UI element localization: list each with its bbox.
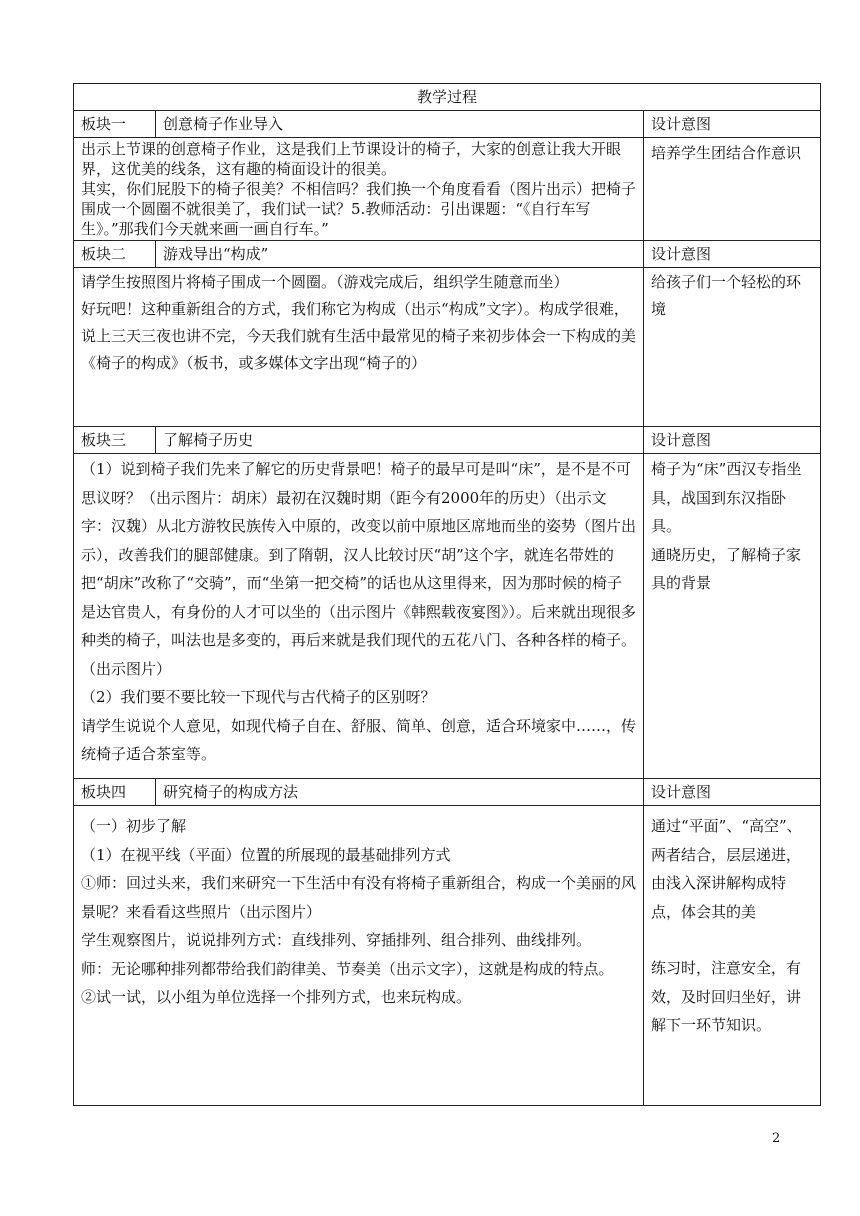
section-4-paragraph-1: （一）初步了解: [81, 817, 187, 835]
section-2-label: 板块二: [74, 241, 156, 268]
section-2-paragraph-1: 请学生按照图片将椅子围成一个圆圈。（游戏完成后，组织学生随意而坐）: [81, 273, 569, 291]
section-3-heading: 了解椅子历史: [156, 427, 644, 454]
section-3-intent: 椅子为“床”西汉专指坐具，战国到东汉指卧具。 通晓历史，了解椅子家具的背景: [644, 454, 821, 779]
section-4-intent-label: 设计意图: [644, 779, 821, 806]
section-3-content: [74, 454, 644, 779]
section-4-content: [74, 806, 644, 1106]
section-1-paragraph-1: 出示上节课的创意椅子作业，这是我们上节课设计的椅子，大家的创意让我大开眼界，这优美的线条，这有趣的椅面设计的很美。: [81, 140, 622, 178]
section-1-heading: 创意椅子作业导入: [156, 111, 644, 138]
page-number: 2: [772, 1131, 781, 1146]
section-4-intent: 通过“平面”、“高空”、两者结合，层层递进，由浅入深讲解构成特点，体会其的美 练习时，注意安全，有效，及时回归坐好，讲解下一环节知识。: [644, 806, 821, 1106]
section-2-intent-label: 设计意图: [644, 241, 821, 268]
section-1-paragraph-2: 其实，你们屁股下的椅子很美？不相信吗？我们换一个角度看看（图片出示）把椅子围成一个圆圈不就很美了，我们试一试？5.教师活动：引出课题：“《自行车写生》。”那我们今天就来画一画自行车。”: [81, 180, 637, 238]
section-1-label: 板块一: [74, 111, 156, 138]
section-3-paragraph-3: 请学生说说个人意见，如现代椅子自在、舒服、简单、创意，适合环境家中……，传统椅子适合茶室等。: [81, 716, 637, 763]
section-4-heading: 研究椅子的构成方法: [156, 779, 644, 806]
section-3-paragraph-2: （2）我们要不要比较一下现代与古代椅子的区别呀？: [81, 688, 436, 706]
section-1-content: [74, 138, 644, 241]
section-4-paragraph-5: 师：无论哪种排列都带给我们韵律美、节奏美（出示文字），这就是构成的特点。: [81, 959, 614, 978]
table-title: 教学过程: [74, 84, 821, 111]
section-1-intent: 培养学生团结合作意识: [644, 138, 821, 241]
section-4-paragraph-2: （1）在视平线（平面）位置的所展现的最基础排列方式: [81, 845, 451, 864]
section-4-label: 板块四: [74, 779, 156, 806]
section-4-paragraph-3: ①师：回过头来，我们来研究一下生活中有没有将椅子重新组合，构成一个美丽的风景呢？来看看这些照片（出示图片）: [81, 874, 637, 921]
section-1-intent-label: 设计意图: [644, 111, 821, 138]
section-2-intent: 给孩子们一个轻松的环境: [644, 268, 821, 427]
section-2-content: [74, 268, 644, 427]
section-3-label: 板块三: [74, 427, 156, 454]
section-4-paragraph-4: 学生观察图片，说说排列方式：直线排列、穿插排列、组合排列、曲线排列。: [81, 931, 592, 949]
section-2-paragraph-2: 好玩吧！这种重新组合的方式，我们称它为构成（出示“构成”文字）。构成学很难，说上三天三夜也讲不完，今天我们就有生活中最常见的椅子来初步体会一下构成的美《椅子的构成》（板书，或多媒体文字出现“椅子的）: [81, 300, 637, 372]
section-2-heading: 游戏导出“构成”: [156, 241, 644, 268]
section-4-paragraph-6: ②试一试，以小组为单位选择一个排列方式，也来玩构成。: [81, 988, 472, 1006]
section-3-paragraph-1: （1）说到椅子我们先来了解它的历史背景吧！椅子的最早可是叫“床”，是不是不可思议呀？（出示图片：胡床）最初在汉魏时期（距今有2000年的历史）（出示文字：汉魏）从北方游牧民族传入中原的，改变以前中原地区席地而坐的姿势（图片出示），改善我们的腿部健康。到了隋朝，汉人比较讨厌“胡”这个字，就连名带姓的把“胡床”改称了“交骑”，而“坐第一把交椅”的话也从这里得来，因为那时候的椅子是达官贵人，有身份的人才可以坐的（出示图片《韩熙载夜宴图》）。后来就出现很多种类的椅子，叫法也是多变的，再后来就是我们现代的五花八门、各种各样的椅子。（出示图片）: [81, 460, 637, 678]
section-3-intent-label: 设计意图: [644, 427, 821, 454]
lesson-process-table: [73, 83, 821, 1106]
